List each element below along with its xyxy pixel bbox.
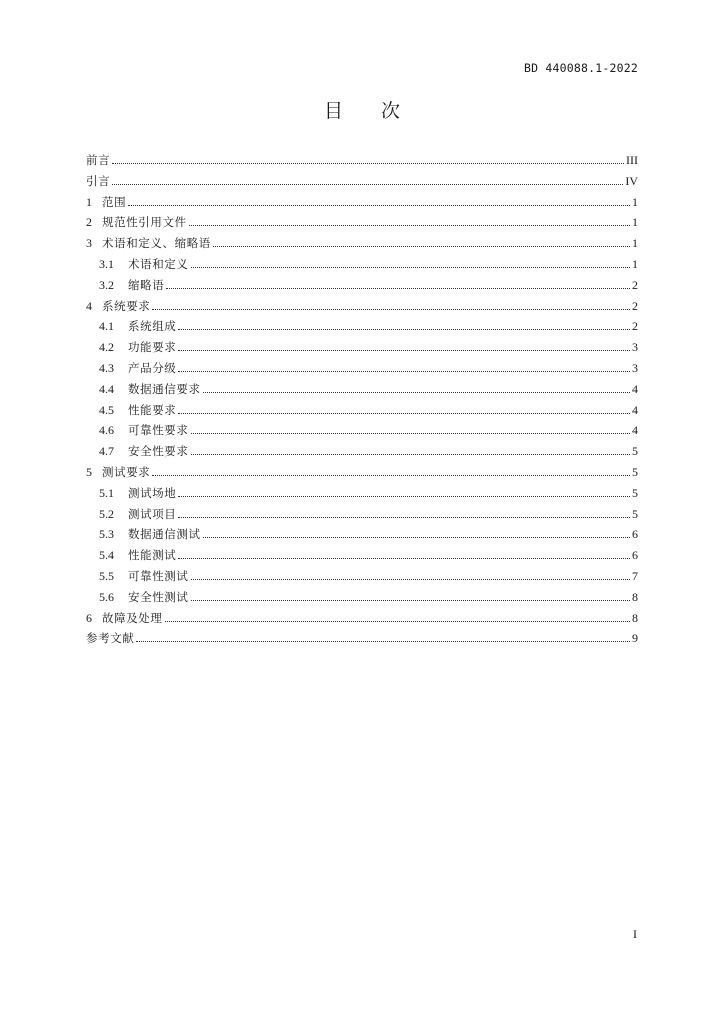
toc-dot-leader [213,245,630,247]
toc-entry[interactable] [86,402,638,423]
toc-entry-page: IV [625,173,638,188]
toc-entry-number: 5.1 [99,485,114,500]
toc-entry-page: 1 [632,236,638,251]
toc-entry-page: 5 [632,485,638,500]
toc-dot-leader [191,453,631,455]
toc-entry-page: 9 [632,631,638,646]
toc-entry-number: 4.6 [99,423,114,438]
toc-entry-page: 1 [632,256,638,271]
toc-dot-leader [191,432,631,434]
toc-entry[interactable] [86,318,638,339]
toc-dot-leader [166,287,630,289]
toc-entry[interactable] [86,339,638,360]
toc-entry[interactable] [86,298,638,319]
toc-entry-number: 5.3 [99,527,114,542]
toc-entry[interactable] [86,568,638,589]
toc-entry-label: 术语和定义、缩略语 [102,236,211,251]
toc-entry[interactable] [86,547,638,568]
toc-entry[interactable] [86,194,638,215]
toc-entry[interactable] [86,173,638,194]
toc-entry-label: 测试要求 [102,464,151,479]
toc-entry-number: 5.4 [99,548,114,563]
toc-entry-page: 1 [632,194,638,209]
toc-entry-number: 5.5 [99,568,114,583]
toc-entry-number: 3 [86,236,92,251]
toc-dot-leader [178,557,630,559]
toc-dot-leader [128,204,630,206]
toc-entry-label: 引言 [86,173,111,188]
toc-entry[interactable] [86,526,638,547]
toc-entry[interactable] [86,506,638,527]
toc-entry[interactable] [86,214,638,235]
toc-entry-number: 3.1 [99,256,114,271]
toc-dot-leader [191,599,631,601]
toc-entry[interactable] [86,443,638,464]
toc-entry-label: 缩略语 [128,277,165,292]
toc-entry-page: 3 [632,340,638,355]
toc-entry-label: 性能测试 [128,548,177,563]
toc-dot-leader [178,349,630,351]
toc-entry-number: 4.4 [99,381,114,396]
toc-entry-label: 前言 [86,153,111,167]
toc-dot-leader [203,536,630,538]
toc-entry-label: 参考文献 [86,631,135,646]
document-code: BD 440088.1-2022 [524,61,638,75]
toc-dot-leader [178,412,630,414]
toc-entry-page: 1 [632,215,638,230]
toc-entry[interactable] [86,381,638,402]
toc-entry-page: 5 [632,506,638,521]
toc-entry[interactable] [86,152,638,173]
toc-entry-label: 安全性测试 [128,589,189,604]
toc-entry-number: 1 [86,194,92,209]
toc-entry-label: 可靠性测试 [128,568,189,583]
toc-entry-number: 4.3 [99,360,114,375]
toc-entry-label: 数据通信要求 [128,381,201,396]
toc-dot-leader [165,620,631,622]
toc-entry-label: 系统要求 [102,298,151,313]
toc-entry-number: 4.2 [99,340,114,355]
toc-entry-page: III [626,153,638,167]
toc-entry-page: 5 [632,464,638,479]
toc-entry-label: 规范性引用文件 [102,215,187,230]
toc-dot-leader [112,183,623,185]
toc-entry-page: 4 [632,402,638,417]
toc-entry-page: 3 [632,360,638,375]
toc-entry-number: 5 [86,464,92,479]
toc-dot-leader [112,162,624,164]
toc-entry-number: 5.2 [99,506,114,521]
toc-entry[interactable] [86,464,638,485]
toc-entry[interactable] [86,235,638,256]
toc-dot-leader [178,516,630,518]
page-number: I [633,927,637,941]
toc-entry-label: 系统组成 [128,319,177,334]
toc-entry-label: 数据通信测试 [128,527,201,542]
toc-dot-leader [191,266,631,268]
toc-entry-label: 可靠性要求 [128,423,189,438]
toc-entry-number: 4.5 [99,402,114,417]
toc-entry-label: 性能要求 [128,402,177,417]
toc-entry-page: 8 [632,589,638,604]
toc-entry-page: 2 [632,277,638,292]
toc-entry-page: 2 [632,298,638,313]
toc-entry-label: 安全性要求 [128,444,189,459]
page-title: 目次 [323,100,438,122]
toc-entry[interactable] [86,422,638,443]
toc-entry-label: 产品分级 [128,360,177,375]
toc-dot-leader [191,578,631,580]
toc-entry-page: 7 [632,568,638,583]
toc-dot-leader [152,474,630,476]
toc-entry-label: 测试场地 [128,485,177,500]
toc-entry-page: 8 [632,610,638,625]
toc-dot-leader [178,370,630,372]
toc-entry[interactable] [86,630,638,651]
toc-entry[interactable] [86,589,638,610]
toc-entry[interactable] [86,360,638,381]
toc-dot-leader [152,308,630,310]
toc-entry[interactable] [86,256,638,277]
toc-entry-page: 6 [632,527,638,542]
toc-entry-page: 6 [632,548,638,563]
toc-entry-number: 3.2 [99,277,114,292]
toc-entry[interactable] [86,610,638,631]
toc-entry[interactable] [86,485,638,506]
table-of-contents [86,152,638,651]
toc-entry-number: 2 [86,215,92,230]
toc-entry-page: 2 [632,319,638,334]
toc-entry-label: 测试项目 [128,506,177,521]
toc-entry-number: 5.6 [99,589,114,604]
toc-dot-leader [136,640,630,642]
toc-dot-leader [189,224,630,226]
toc-entry-label: 术语和定义 [128,256,189,271]
toc-entry-number: 4.1 [99,319,114,334]
toc-entry-label: 范围 [102,194,127,209]
toc-entry-page: 4 [632,381,638,396]
toc-entry-page: 4 [632,423,638,438]
toc-entry[interactable] [86,277,638,298]
toc-entry-label: 故障及处理 [102,610,163,625]
toc-dot-leader [178,495,630,497]
toc-entry-number: 4.7 [99,444,114,459]
toc-entry-page: 5 [632,444,638,459]
toc-entry-number: 6 [86,610,92,625]
toc-dot-leader [178,328,630,330]
toc-dot-leader [203,391,630,393]
toc-entry-number: 4 [86,298,92,313]
toc-entry-label: 功能要求 [128,340,177,355]
